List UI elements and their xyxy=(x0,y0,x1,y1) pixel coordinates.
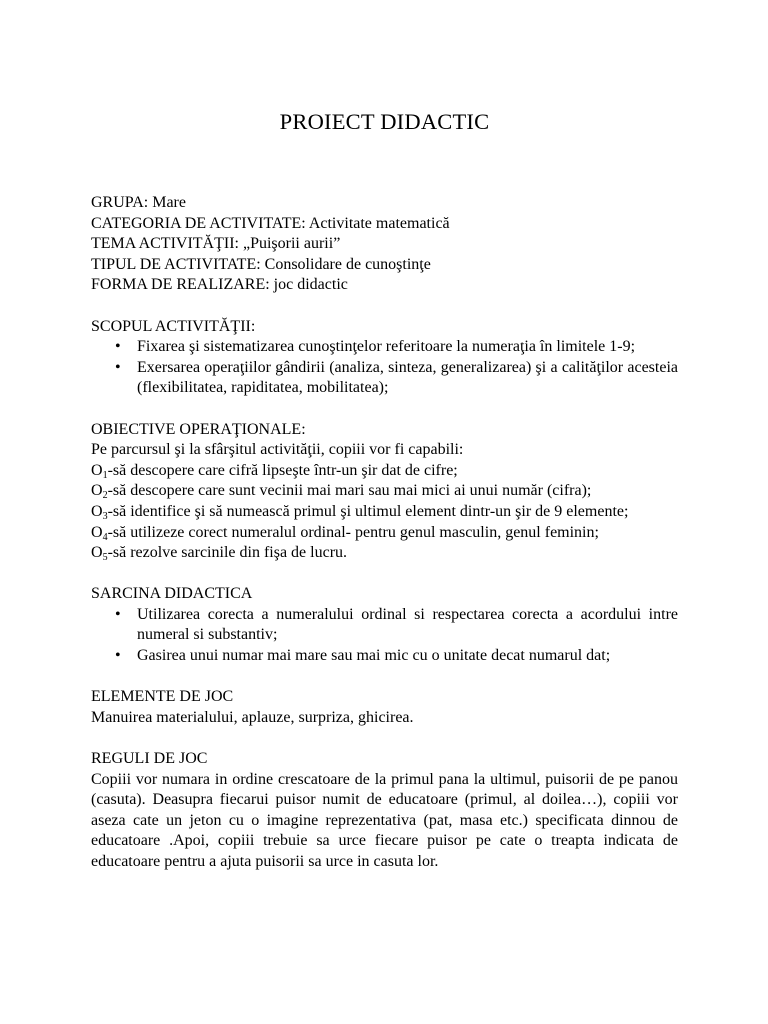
bullet-icon: • xyxy=(115,605,121,623)
section-heading: SARCINA DIDACTICA xyxy=(91,585,253,603)
objective-item: $O_2-să$ descopere care sunt vecinii mai mari sau mai mici ai unui număr (cifra); xyxy=(91,482,592,502)
scope-section xyxy=(91,317,678,399)
objectives-section xyxy=(91,420,678,564)
list-item xyxy=(91,605,678,646)
rules-text: Copiii vor numara in ordine crescatoare de la primul pana la ultimul, puisorii de pe panou (casuta). Deasupra fiecarui puisor numit de educatoare (primul, al doilea…), copiii vor aseza cate un jeton cu o imagine reprezentativa (pat, masa etc.) specificata dinnou de educatoare .Apoi, copiii trebuie sa urce fiecare puisor pe cate o treapta indicata de educatoare pentru a ajuta puisorii sa urce in casuta lor. xyxy=(91,770,678,870)
task-section xyxy=(91,584,678,666)
game-elements-text: Manuirea materialului, aplauze, surpriza, ghicirea. xyxy=(91,708,414,726)
objective-item: $O_3-să$ identifice şi să numească primul şi ultimul element dintr-un şir de 9 elemente; xyxy=(91,502,629,522)
list-item-text: Utilizarea corecta a numeralului ordinal si respectarea corecta a acordului intre numeral si substantiv; xyxy=(137,605,678,644)
bullet-list xyxy=(91,605,678,667)
bullet-icon: • xyxy=(115,358,121,376)
list-item-text: Gasirea unui numar mai mare sau mai mic cu o unitate decat numarul dat; xyxy=(137,647,611,665)
section-heading: OBIECTIVE OPERAŢIONALE: xyxy=(91,420,306,438)
section-heading: REGULI DE JOC xyxy=(91,750,208,768)
page-title: PROIECT DIDACTIC xyxy=(279,109,490,135)
list-item xyxy=(91,358,678,399)
game-elements-section xyxy=(91,687,678,728)
list-item-text: Exersarea operaţiilor gândirii (analiza, sinteza, generalizarea) şi a calităţilor acesteia (flexibilitatea, rapiditatea, mobilitatea); xyxy=(137,358,678,397)
list-item xyxy=(91,337,678,358)
bullet-icon: • xyxy=(115,647,121,665)
info-line-form: FORMA DE REALIZARE: joc didactic xyxy=(91,276,348,294)
info-line-category: CATEGORIA DE ACTIVITATE: Activitate matematică xyxy=(91,214,450,232)
objective-item: $O_1-să$ descopere care cifră lipseşte într-un şir dat de cifre; xyxy=(91,461,458,481)
bullet-icon: • xyxy=(115,338,121,356)
objective-item: $O_4-să$ utilizeze corect numeralul ordinal- pentru genul masculin, genul feminin; xyxy=(91,523,599,543)
rules-section xyxy=(91,749,678,873)
info-line-theme: TEMA ACTIVITĂŢII: „Puişorii aurii” xyxy=(91,235,341,253)
objective-item: $O_5-să$ rezolve sarcinile din fişa de lucru. xyxy=(91,544,348,564)
info-line-group: GRUPA: Mare xyxy=(91,194,186,211)
list-item xyxy=(91,646,678,667)
section-heading: SCOPUL ACTIVITĂŢII: xyxy=(91,317,256,335)
info-line-type: TIPUL DE ACTIVITATE: Consolidare de cunoştinţe xyxy=(91,255,431,273)
section-heading: ELEMENTE DE JOC xyxy=(91,688,234,706)
objectives-intro: Pe parcursul şi la sfârşitul activităţii, copiii vor fi capabili: xyxy=(91,441,464,459)
bullet-list xyxy=(91,337,678,399)
info-block xyxy=(91,193,678,296)
document-body xyxy=(91,193,678,873)
list-item-text: Fixarea şi sistematizarea cunoştinţelor referitoare la numeraţia în limitele 1-9; xyxy=(137,338,636,356)
